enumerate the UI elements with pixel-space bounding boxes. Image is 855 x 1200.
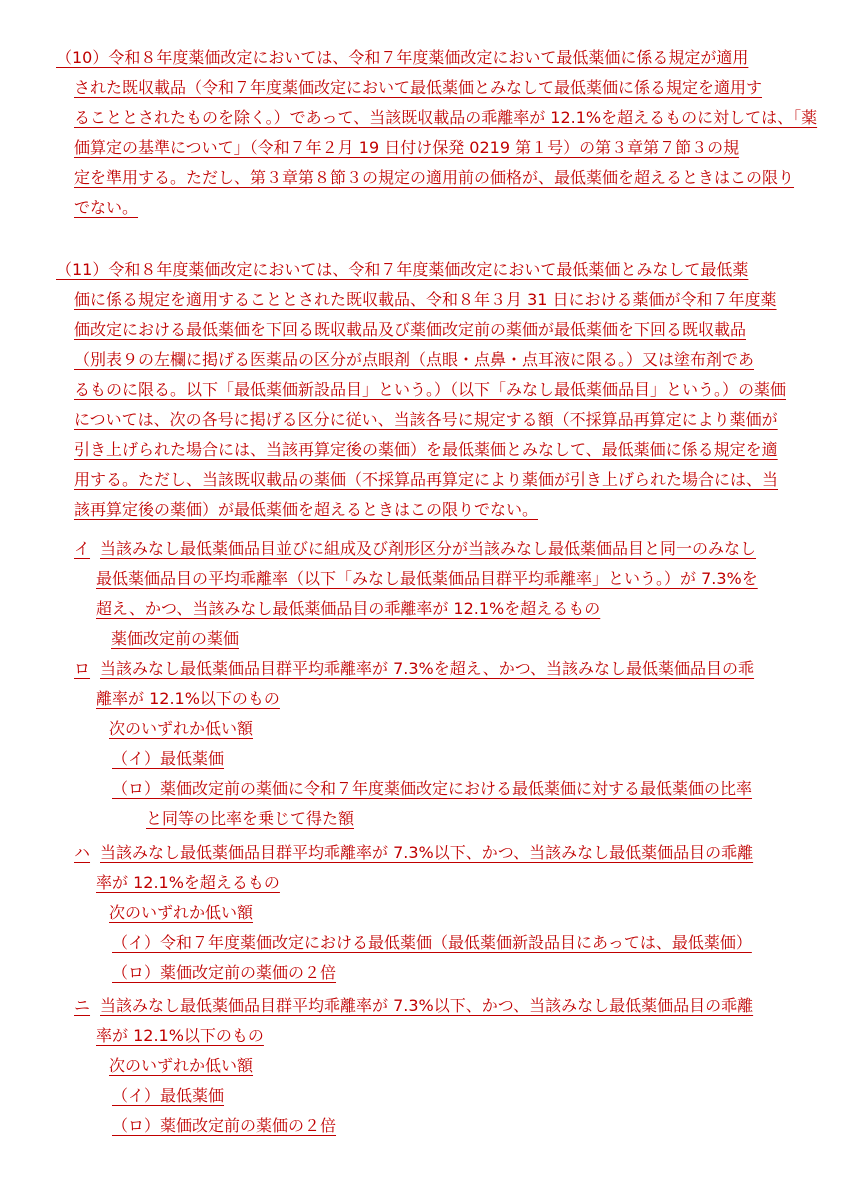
section10-line-3: ることとされたものを除く。）であって、当該既収載品の乖離率が 12.1%を超えるものに対しては、「薬	[74, 108, 818, 127]
item-ha-option-1: （イ）令和７年度薬価改定における最低薬価（最低薬価新設品目にあっては、最低薬価）	[112, 933, 752, 952]
section11-line-7: 引き上げられた場合には、当該再算定後の薬価）を最低薬価とみなして、最低薬価に係る規定を適	[74, 440, 778, 459]
item-ro-option-1: （イ）最低薬価	[112, 749, 225, 768]
item-ha-sub: 次のいずれか低い額	[109, 903, 254, 922]
item-ni-sub: 次のいずれか低い額	[109, 1056, 254, 1075]
item-ro-option-2: （ロ）薬価改定前の薬価に令和７年度薬価改定における最低薬価に対する最低薬価の比率	[112, 779, 753, 798]
section11-line-5: るものに限る。以下「最低薬価新設品目」という。）（以下「みなし最低薬価品目」という。）の薬価	[74, 380, 787, 399]
item-ro-line-2: 離率が 12.1%以下のもの	[96, 689, 280, 708]
section11-line-3: 価改定における最低薬価を下回る既収載品及び薬価改定前の薬価が最低薬価を下回る既収載品	[74, 320, 747, 339]
section11-line-4: （別表９の左欄に掲げる医薬品の区分が点眼剤（点眼・点鼻・点耳液に限る。）又は塗布剤であ	[74, 350, 755, 369]
item-ha-option-2: （ロ）薬価改定前の薬価の２倍	[112, 963, 337, 982]
item-ro-option-2-cont: と同等の比率を乗じて得た額	[146, 809, 355, 828]
section11-line-9: 該再算定後の薬価）が最低薬価を超えるときはこの限りでない。	[74, 500, 539, 519]
section11-line-8: 用する。ただし、当該既収載品の薬価（不採算品再算定により薬価が引き上げられた場合には、当	[74, 470, 779, 489]
item-i-marker: イ	[74, 539, 91, 558]
item-i-sub: 薬価改定前の薬価	[111, 629, 240, 648]
section11-line-6: については、次の各号に掲げる区分に従い、当該各号に規定する額（不採算品再算定により薬価が	[74, 410, 778, 429]
section11-line-2: 価に係る規定を適用することとされた既収載品、令和８年３月 31 日における薬価が令和７年度薬	[74, 290, 777, 309]
section11-line-1: （11）令和８年度薬価改定においては、令和７年度薬価改定において最低薬価とみなして最低薬	[56, 260, 749, 279]
item-ni-line-1: 当該みなし最低薬価品目群平均乖離率が 7.3%以下、かつ、当該みなし最低薬価品目の乖離	[100, 996, 754, 1015]
item-ha-line-1: 当該みなし最低薬価品目群平均乖離率が 7.3%以下、かつ、当該みなし最低薬価品目の乖離	[100, 843, 754, 862]
item-ni-option-1: （イ）最低薬価	[112, 1086, 225, 1105]
item-ro-sub: 次のいずれか低い額	[109, 719, 254, 738]
item-i-line-3: 超え、かつ、当該みなし最低薬価品目の乖離率が 12.1%を超えるもの	[96, 599, 601, 618]
item-i-line-2: 最低薬価品目の平均乖離率（以下「みなし最低薬価品目群平均乖離率」という。）が 7.3%を	[96, 569, 758, 588]
item-ni-option-2: （ロ）薬価改定前の薬価の２倍	[112, 1116, 337, 1135]
item-ro-line-1: 当該みなし最低薬価品目群平均乖離率が 7.3%を超え、かつ、当該みなし最低薬価品目の乖	[100, 659, 755, 678]
section10-line-2: された既収載品（令和７年度薬価改定において最低薬価とみなして最低薬価に係る規定を適用す	[74, 78, 763, 97]
item-i-line-1: 当該みなし最低薬価品目並びに組成及び剤形区分が当該みなし最低薬価品目と同一のみなし	[100, 539, 757, 558]
item-ha-marker: ハ	[74, 843, 91, 862]
item-ro-marker: ロ	[74, 659, 91, 678]
item-ni-marker: ニ	[74, 996, 91, 1015]
item-ha-line-2: 率が 12.1%を超えるもの	[96, 873, 280, 892]
section10-line-5: 定を準用する。ただし、第３章第８節３の規定の適用前の価格が、最低薬価を超えるときはこの限り	[74, 168, 795, 187]
section10-line-1: （10）令和８年度薬価改定においては、令和７年度薬価改定において最低薬価に係る規定が適用	[56, 48, 749, 67]
section10-line-4: 価算定の基準について」（令和７年２月 19 日付け保発 0219 第１号）の第３章第７節３の規	[74, 138, 740, 157]
section10-line-6: でない。	[74, 198, 139, 217]
item-ni-line-2: 率が 12.1%以下のもの	[96, 1026, 264, 1045]
